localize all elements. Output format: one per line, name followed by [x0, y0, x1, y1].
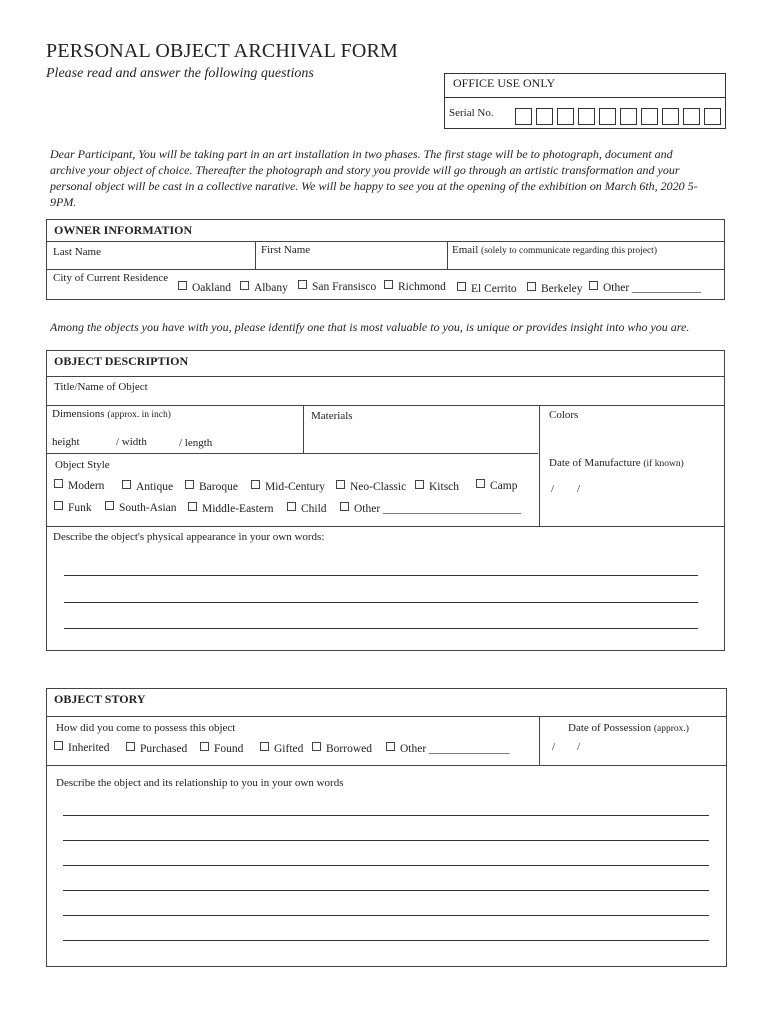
city-option-san-fransisco[interactable]: [298, 280, 376, 293]
date-separator: /: [577, 483, 581, 495]
serial-digit-box[interactable]: [578, 108, 595, 125]
checkbox[interactable]: [126, 742, 135, 751]
serial-digit-box[interactable]: [599, 108, 616, 125]
checkbox[interactable]: [122, 480, 131, 489]
object-description-section: [46, 350, 725, 651]
style-option-label: Baroque: [199, 481, 238, 493]
checkbox[interactable]: [54, 501, 63, 510]
serial-digit-box[interactable]: [704, 108, 721, 125]
dimensions-field[interactable]: [52, 408, 171, 420]
possession-option-label: Other ______________: [400, 743, 510, 755]
possession-option-inherited[interactable]: [54, 741, 110, 754]
style-option-modern[interactable]: [54, 479, 104, 492]
checkbox[interactable]: [240, 281, 249, 290]
serial-digit-box[interactable]: [557, 108, 574, 125]
date-separator: /: [552, 741, 556, 753]
object-section-title: OBJECT DESCRIPTION: [54, 354, 189, 368]
date-of-possession-label: Date of Possession: [568, 722, 652, 734]
possession-option-other[interactable]: [386, 742, 510, 755]
intro-paragraph: Dear Participant, You will be taking part in an art installation in two phases. The first stage will be to photograph, document and archive your object of choice. Thereafter the photograph and story you provide will go through an artistic transformation and your personal object will be cast in a collective narative. We will be happy to see you at the opening of the exhibition on March 6th, 2020 5-9PM.: [50, 147, 698, 209]
style-option-label: Mid-Century: [265, 481, 326, 493]
checkbox[interactable]: [178, 281, 187, 290]
style-option-label: Neo-Classic: [350, 481, 407, 493]
checkbox[interactable]: [476, 479, 485, 488]
checkbox[interactable]: [527, 282, 536, 291]
relationship-answer-line[interactable]: [63, 915, 709, 916]
relationship-answer-line[interactable]: [63, 840, 709, 841]
style-option-south-asian[interactable]: [105, 501, 177, 514]
checkbox[interactable]: [200, 742, 209, 751]
colors-field[interactable]: Colors: [549, 409, 579, 421]
checkbox[interactable]: [336, 480, 345, 489]
checkbox[interactable]: [384, 280, 393, 289]
possession-option-purchased[interactable]: [126, 742, 187, 755]
style-option-label: Modern: [68, 480, 105, 492]
checkbox[interactable]: [312, 742, 321, 751]
city-label: City of Current Residence: [53, 272, 169, 284]
serial-digit-box[interactable]: [662, 108, 679, 125]
style-option-label: Funk: [68, 502, 92, 514]
style-option-label: Camp: [490, 480, 518, 492]
possession-option-label: Gifted: [274, 743, 304, 755]
possession-method-label: How did you come to possess this object: [56, 722, 236, 734]
style-option-neo-classic[interactable]: [336, 480, 406, 493]
dimensions-label: Dimensions: [52, 408, 105, 420]
possession-option-label: Borrowed: [326, 743, 372, 755]
owner-section-title: OWNER INFORMATION: [54, 223, 193, 237]
style-option-label: South-Asian: [119, 502, 177, 514]
style-option-kitsch[interactable]: [415, 480, 459, 493]
city-option-berkeley[interactable]: [527, 282, 583, 295]
style-option-label: Child: [301, 503, 327, 515]
city-option-el-cerrito[interactable]: [457, 282, 517, 295]
serial-digit-box[interactable]: [620, 108, 637, 125]
checkbox[interactable]: [188, 502, 197, 511]
email-field[interactable]: [452, 244, 657, 256]
possession-option-gifted[interactable]: [260, 742, 303, 755]
materials-field[interactable]: Materials: [311, 410, 353, 422]
object-style-label: Object Style: [55, 459, 110, 471]
checkbox[interactable]: [251, 480, 260, 489]
relationship-answer-line[interactable]: [63, 865, 709, 866]
height-field[interactable]: height: [52, 436, 80, 448]
length-field[interactable]: / length: [179, 437, 213, 449]
city-option-label: El Cerrito: [471, 283, 517, 295]
city-option-label: Richmond: [398, 281, 446, 293]
style-option-child[interactable]: [287, 502, 327, 515]
office-use-label: OFFICE USE ONLY: [445, 74, 725, 98]
appearance-prompt: Describe the object's physical appearance in your own words:: [53, 531, 325, 543]
city-option-other[interactable]: [589, 281, 701, 294]
serial-digit-box[interactable]: [515, 108, 532, 125]
date-of-manufacture-label: Date of Manufacture: [549, 457, 641, 469]
date-of-manufacture-note: (if known): [643, 459, 684, 469]
date-separator: /: [551, 483, 555, 495]
checkbox[interactable]: [260, 742, 269, 751]
checkbox[interactable]: [386, 742, 395, 751]
email-label: Email: [452, 244, 479, 256]
style-option-camp[interactable]: [476, 479, 517, 492]
appearance-answer-line[interactable]: [64, 628, 698, 629]
office-use-box: [444, 73, 726, 129]
width-field[interactable]: / width: [116, 436, 147, 448]
relationship-answer-line[interactable]: [63, 940, 709, 941]
date-of-possession-field[interactable]: [568, 722, 689, 734]
checkbox[interactable]: [105, 501, 114, 510]
appearance-answer-line[interactable]: [64, 575, 698, 576]
style-option-other[interactable]: [340, 502, 521, 515]
email-note: (solely to communicate regarding this project): [481, 246, 657, 256]
possession-option-found[interactable]: [200, 742, 243, 755]
city-option-albany[interactable]: [240, 281, 288, 294]
serial-digit-box[interactable]: [536, 108, 553, 125]
date-of-possession-note: (approx.): [653, 724, 689, 734]
appearance-answer-line[interactable]: [64, 602, 698, 603]
owner-information-section: [46, 219, 725, 300]
checkbox[interactable]: [415, 480, 424, 489]
serial-digit-box[interactable]: [641, 108, 658, 125]
selection-instruction: Among the objects you have with you, please identify one that is most valuable to you, is unique or provides insight into who you are.: [50, 320, 690, 334]
serial-digit-box[interactable]: [683, 108, 700, 125]
serial-label: Serial No.: [449, 107, 494, 119]
checkbox[interactable]: [185, 480, 194, 489]
city-option-label: Other ____________: [603, 282, 702, 294]
date-of-manufacture-field[interactable]: [549, 457, 684, 469]
last-name-field[interactable]: Last Name: [53, 246, 101, 258]
object-name-field[interactable]: Title/Name of Object: [54, 381, 148, 393]
checkbox[interactable]: [589, 281, 598, 290]
checkbox[interactable]: [298, 280, 307, 289]
relationship-prompt: Describe the object and its relationship to you in your own words: [56, 777, 344, 789]
style-option-middle-eastern[interactable]: [188, 502, 274, 515]
possession-option-label: Inherited: [68, 742, 110, 754]
relationship-answer-line[interactable]: [63, 890, 709, 891]
form-subtitle: Please read and answer the following questions: [46, 66, 314, 81]
possession-option-label: Found: [214, 743, 244, 755]
style-option-antique[interactable]: [122, 480, 173, 493]
serial-number-boxes[interactable]: [515, 108, 721, 125]
city-option-richmond[interactable]: [384, 280, 446, 293]
city-option-oakland[interactable]: [178, 281, 231, 294]
city-option-label: San Fransisco: [312, 281, 377, 293]
style-option-mid-century[interactable]: [251, 480, 325, 493]
checkbox[interactable]: [287, 502, 296, 511]
checkbox[interactable]: [457, 282, 466, 291]
style-option-baroque[interactable]: [185, 480, 238, 493]
dimensions-note: (approx. in inch): [107, 410, 171, 420]
checkbox[interactable]: [54, 479, 63, 488]
first-name-field[interactable]: First Name: [261, 244, 311, 256]
checkbox[interactable]: [54, 741, 63, 750]
object-story-section: [46, 688, 727, 967]
story-section-title: OBJECT STORY: [54, 692, 146, 706]
city-option-label: Berkeley: [541, 283, 583, 295]
possession-option-label: Purchased: [140, 743, 188, 755]
style-option-funk[interactable]: [54, 501, 92, 514]
style-option-label: Other ________________________: [354, 503, 522, 515]
possession-option-borrowed[interactable]: [312, 742, 372, 755]
checkbox[interactable]: [340, 502, 349, 511]
form-title: PERSONAL OBJECT ARCHIVAL FORM: [46, 40, 398, 62]
style-option-label: Antique: [136, 481, 174, 493]
city-option-label: Albany: [254, 282, 288, 294]
relationship-answer-line[interactable]: [63, 815, 709, 816]
date-separator: /: [577, 741, 581, 753]
style-option-label: Kitsch: [429, 481, 460, 493]
city-option-label: Oakland: [192, 282, 231, 294]
style-option-label: Middle-Eastern: [202, 503, 274, 515]
